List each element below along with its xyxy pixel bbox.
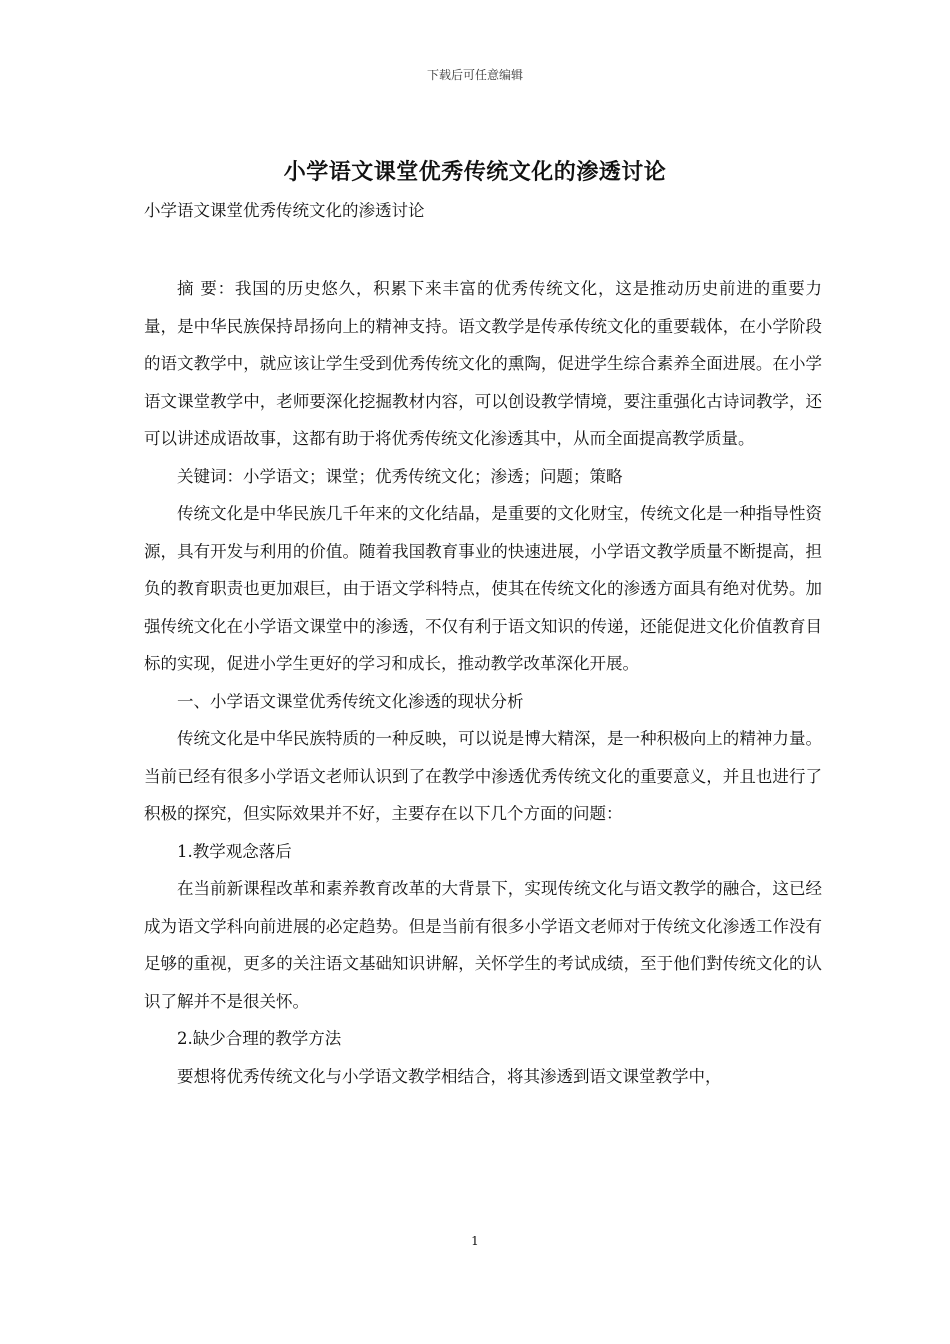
keywords-paragraph: 关键词：小学语文；课堂；优秀传统文化；渗透；问题；策略 <box>177 466 623 486</box>
abstract-paragraph: 摘 要：我国的历史悠久，积累下来丰富的优秀传统文化，这是推动历史前进的重要力量，是中华民族保持昂扬向上的精神支持。语文教学是传承传统文化的重要载体，在小学阶段的语文教学中，就应该让学生受到优秀传统文化的熏陶，促进学生综合素养全面进展。在小学语文课堂教学中，老师要深化挖掘教材内容，可以创设教学情境，要注重强化古诗词教学，还可以讲述成语故事，这都有助于将优秀传统文化渗透其中，从而全面提高教学质量。 <box>144 279 822 448</box>
page-number: 1 <box>471 1234 479 1248</box>
document-subtitle: 小学语文课堂优秀传统文化的渗透讨论 <box>144 201 425 220</box>
subsection-paragraph: 在当前新课程改革和素养教育改革的大背景下，实现传统文化与语文教学的融合，这已经成为语文学科向前进展的必定趋势。但是当前有很多小学语文老师对于传统文化渗透工作没有足够的重视，更多的关注语文基础知识讲解，关怀学生的考试成绩，至于他们對传统文化的认识了解并不是很关怀。 <box>144 879 822 1011</box>
subheading-1: 1.教学观念落后 <box>177 841 292 861</box>
section-paragraph: 传统文化是中华民族特质的一种反映，可以说是博大精深，是一种积极向上的精神力量。当前已经有很多小学语文老师认识到了在教学中渗透优秀传统文化的重要意义，并且也进行了积极的探究，但实际效果并不好，主要存在以下几个方面的问题： <box>144 729 822 823</box>
page-header-note: 下载后可任意编辑 <box>426 68 523 82</box>
document-title: 小学语文课堂优秀传统文化的渗透讨论 <box>283 159 667 185</box>
subheading-2: 2.缺少合理的教学方法 <box>177 1029 342 1048</box>
intro-paragraph: 传统文化是中华民族几千年来的文化结晶，是重要的文化财宝，传统文化是一种指导性资源，具有开发与利用的价值。随着我国教育事业的快速进展，小学语文教学质量不断提高，担负的教育职责也更加艰巨，由于语文学科特点，使其在传统文化的渗透方面具有绝对优势。加强传统文化在小学语文课堂中的渗透，不仅有利于语文知识的传递，还能促进文化价值教育目标的实现，促进小学生更好的学习和成长，推动教学改革深化开展。 <box>144 504 822 673</box>
document-body <box>144 270 822 1095</box>
subsection-paragraph-continued: 要想将优秀传统文化与小学语文教学相结合，将其渗透到语文课堂教学中， <box>177 1066 722 1086</box>
section-heading-1: 一、小学语文课堂优秀传统文化渗透的现状分析 <box>177 691 524 711</box>
